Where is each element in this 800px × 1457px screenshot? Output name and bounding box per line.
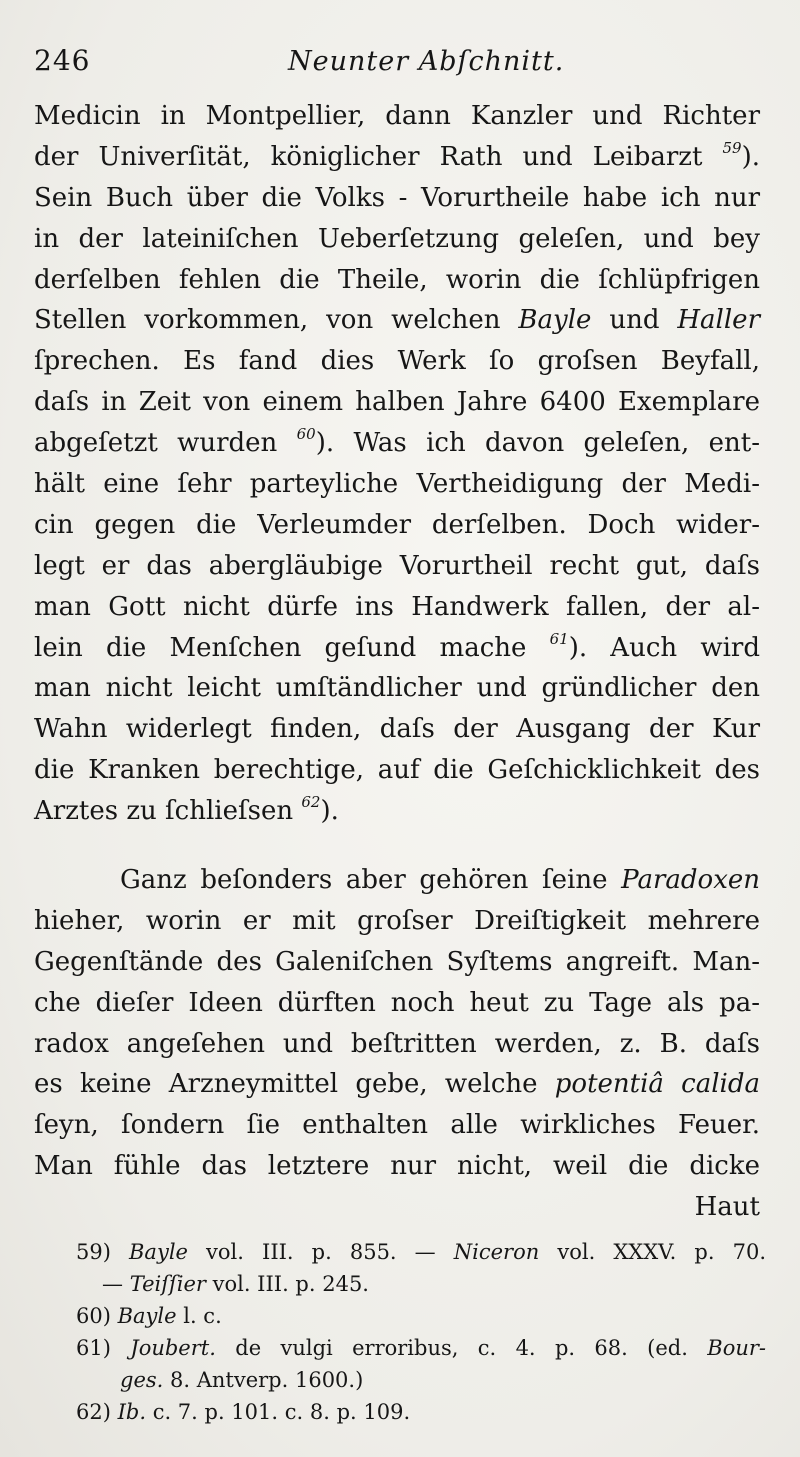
name-haller: Haller: [677, 305, 760, 336]
term-paradoxen: Paradoxen: [621, 865, 760, 896]
text-line: Gegenſtände des Galeniſchen Syſtems angreift. Man-: [34, 946, 760, 977]
text-line: Man fühle das letztere nur nicht, weil die dicke: [34, 1151, 760, 1182]
footnote-62: 62) Ib. c. 7. p. 101. c. 8. p. 109.: [76, 1400, 411, 1424]
text-line: radox angeſehen und beſtritten werden, z. B. daſs: [34, 1028, 760, 1059]
text-line: ſprechen. Es fand dies Werk ſo groſsen Beyfall,: [34, 346, 760, 377]
text-line: Ganz beſonders aber gehören ſeine Paradoxen: [120, 865, 760, 896]
footnote-59-continued: — Teiſſier vol. III. p. 245.: [102, 1272, 369, 1296]
footnotes: [76, 1236, 766, 1428]
term-potentia-calida: potentiâ calida: [554, 1069, 760, 1100]
paragraph-gap: [34, 832, 760, 860]
text-line: cin gegen die Verleumder derſelben. Doch wider-: [34, 509, 760, 540]
text-line: Stellen vorkommen, von welchen Bayle und Haller: [34, 305, 760, 336]
text-line: lein die Menſchen geſund mache $^{61}$). Auch wird: [34, 629, 760, 663]
footnote-61-continued: ges. 8. Antverp. 1600.): [120, 1368, 364, 1392]
text-line: Arztes zu ſchlieſsen $^{62}$).: [34, 793, 339, 827]
footnote-59: 59) Bayle vol. III. p. 855. — Niceron vol. XXXV. p. 70.: [76, 1240, 767, 1264]
footnote-60: 60) Bayle l. c.: [76, 1304, 222, 1328]
text-line: es keine Arzneymittel gebe, welche potentiâ calida: [34, 1069, 760, 1100]
text-line: che dieſer Ideen dürften noch heut zu Tage als pa-: [34, 987, 760, 1018]
footnote-ref-62: 62: [301, 793, 321, 812]
catchword: Haut: [694, 1192, 760, 1223]
text-line: die Kranken berechtige, auf die Geſchicklichkeit des: [34, 755, 760, 786]
text-line: man Gott nicht dürfe ins Handwerk fallen, der al-: [34, 591, 760, 622]
running-head: Neunter Abſchnitt.: [288, 46, 565, 77]
text-line: derſelben fehlen die Theile, worin die ſchlüpfrigen: [34, 264, 760, 295]
text-line: hieher, worin er mit groſser Dreiſtigkeit mehrere: [34, 905, 760, 936]
footnote-ref-59: 59: [722, 138, 742, 157]
text-line: hält eine ſehr parteyliche Vertheidigung der Medi-: [34, 469, 760, 500]
text-line: Medicin in Montpellier, dann Kanzler und Richter: [34, 101, 760, 131]
text-line: der Univerſität, königlicher Rath und Leibarzt $^{59}$).: [34, 138, 760, 172]
page-number: 246: [34, 44, 91, 77]
footnote-ref-60: 60: [296, 425, 316, 444]
text-line: abgeſetzt wurden $^{60}$). Was ich davon geleſen, ent-: [34, 425, 760, 459]
text-line: legt er das abergläubige Vorurtheil recht gut, daſs: [34, 550, 760, 581]
text-line: daſs in Zeit von einem halben Jahre 6400 Exemplare: [34, 387, 760, 418]
name-bayle: Bayle: [518, 305, 592, 336]
text-line: Sein Buch über die Volks - Vorurtheile habe ich nur: [34, 182, 760, 213]
main-text: [34, 96, 760, 1228]
text-line: man nicht leicht umſtändlicher und gründlicher den: [34, 673, 760, 704]
footnote-ref-61: 61: [549, 629, 569, 648]
text-line: in der lateiniſchen Ueberſetzung geleſen, und bey: [34, 223, 760, 254]
text-line: ſeyn, ſondern ſie enthalten alle wirkliches Feuer.: [34, 1110, 760, 1141]
paragraph-1: [34, 96, 760, 832]
footnote-61: 61) Joubert. de vulgi erroribus, c. 4. p. 68. (ed. Bour-: [76, 1336, 767, 1360]
paragraph-2: [34, 860, 760, 1228]
text-line: Wahn widerlegt finden, daſs der Ausgang der Kur: [34, 714, 760, 745]
page-header: [30, 44, 770, 84]
